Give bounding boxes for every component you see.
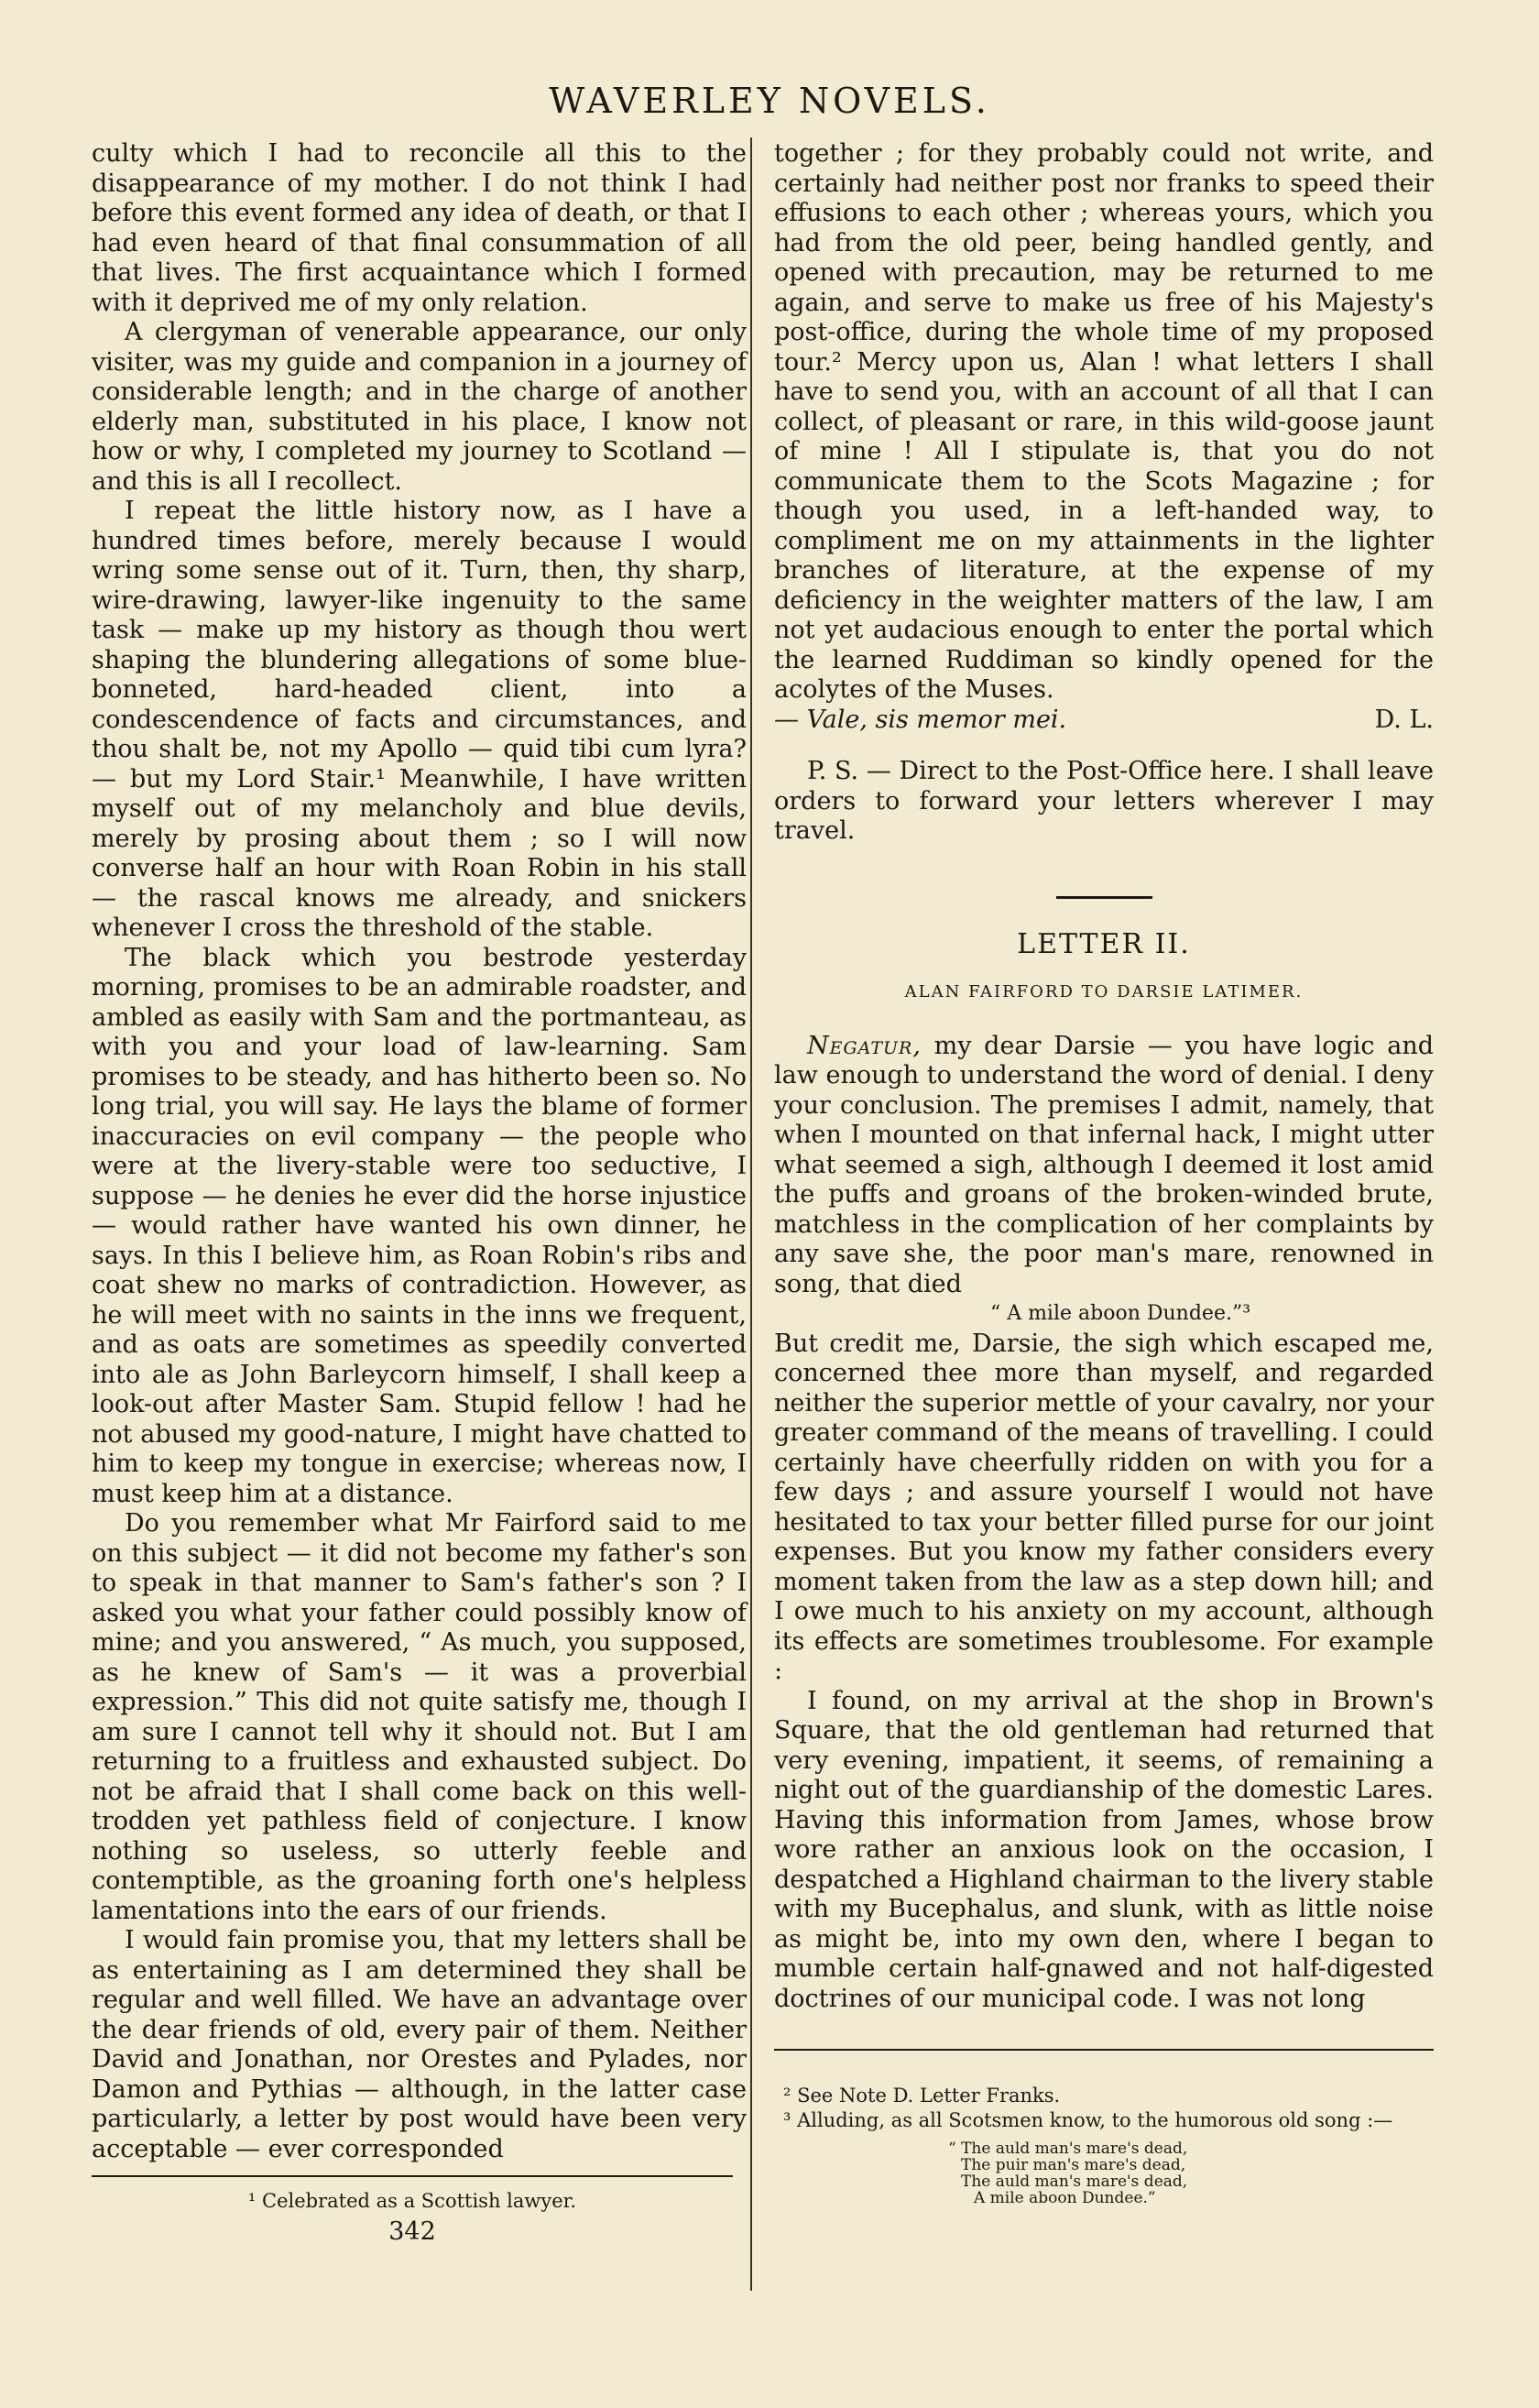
verse	[948, 2140, 1424, 2206]
footnote: ¹ Celebrated as a Scottish lawyer.	[247, 2190, 577, 2212]
verse-line: “ The auld man's mare's dead,	[948, 2140, 1188, 2158]
running-title: WAVERLEY NOVELS.	[549, 81, 990, 121]
paragraph: Do you remember what Mr Fairford said to me on this subject — it did not become my father's son to speak in that manner to Sam's father's son ? I asked you what your father could possibly know of mine; and you answered, “ As much, you supposed, as he knew of Sam's — it was a proverbial expression.” This did not quite satisfy me, though I am sure I cannot tell why it should not. But I am returning to a fruitless and exhausted subject. Do not be afraid that I shall come back on this well-trodden yet pathless field of conjecture. I know nothing so useless, so utterly feeble and contemptible, as the groaning forth one's helpless lamentations into the ears of our friends.	[92, 1509, 747, 1925]
footnotes	[783, 2084, 1424, 2206]
initials: D. L.	[1374, 705, 1434, 734]
footnote-rule	[92, 2175, 733, 2177]
left-column	[92, 139, 747, 2164]
page-number: 342	[388, 2217, 436, 2246]
right-column	[774, 139, 1434, 2014]
footnote-rule	[774, 2049, 1434, 2051]
paragraph: I repeat the little history now, as I have a hundred times before, merely because I would wring some sense out of it. Turn, then, thy sharp, wire-drawing, lawyer-like ingenuity to the same task — make up my history as though thou wert shaping the blundering allegations of some blue-bonneted, hard-headed client, into a condescendence of facts and circumstances, and thou shalt be, not my Apollo — quid tibi cum lyra? — but my Lord Stair.¹ Meanwhile, I have written myself out of my melancholy and blue devils, merely by prosing about them ; so I will now converse half an hour with Roan Robin in his stall — the rascal knows me already, and snickers whenever I cross the threshold of the stable.	[92, 497, 747, 942]
paragraph: The black which you bestrode yesterday morning, promises to be an admirable roadster, and ambled as easily with Sam and the portmanteau, as with you and your load of law-learning. Sam promises to be steady, and has hitherto been so. No long trial, you will say. He lays the blame of former inaccuracies on evil company — the people who were at the livery-stable were too seductive, I suppose — he denies he ever did the horse injustice — would rather have wanted his own dinner, he says. In this I believe him, as Roan Robin's ribs and coat shew no marks of contradiction. However, as he will meet with no saints in the inns we frequent, and as oats are sometimes as speedily converted into ale as John Barleycorn himself, I shall keep a look-out after Master Sam. Stupid fellow ! had he not abused my good-nature, I might have chatted to him to keep my tongue in exercise; whereas now, I must keep him at a distance.	[92, 943, 747, 1508]
valediction: — Vale, sis memor mei.	[774, 705, 1067, 734]
signature-line	[774, 706, 1434, 736]
section-rule	[1056, 896, 1152, 899]
opening-word: Negatur,	[807, 1031, 922, 1060]
paragraph: culty which I had to reconcile all this to the disappearance of my mother. I do not think I had before this event formed any idea of death, or that I had even heard of that final consummation of all that lives. The first acquaintance which I formed with it deprived me of my only relation.	[92, 139, 747, 317]
opening-text: my dear Darsie — you have logic and law enough to understand the word of denial. I deny your conclusion. The premises I admit, namely, that when I mounted on that infernal hack, I might utter what seemed a sigh, although I deemed it lost amid the puffs and groans of the broken-winded brute, matchless in the complication of her complaints by any save she, the poor man's mare, renowned in song, that died	[774, 1031, 1434, 1298]
paragraph: A clergyman of venerable appearance, our only visiter, was my guide and companion in a journey of considerable length; and in the charge of another elderly man, substituted in his place, I know not how or why, I completed my journey to Scotland — and this is all I recollect.	[92, 318, 747, 496]
footnote: ³ Alluding, as all Scotsmen know, to the humorous old song :—	[783, 2109, 1393, 2131]
verse-line: A mile aboon Dundee.”	[974, 2189, 1156, 2207]
verse-line: The auld man's mare's dead,	[961, 2173, 1188, 2191]
footnote: ² See Note D. Letter Franks.	[783, 2085, 1061, 2107]
letter-title: LETTER II.	[1017, 927, 1191, 960]
paragraph: But credit me, Darsie, the sigh which escaped me, concerned thee more than myself, and regarded neither the superior mettle of your cavalry, nor your greater command of the means of travelling. I could certainly have cheerfully ridden on with you for a few days ; and assure yourself I would not have hesitated to tax your better filled purse for our joint expenses. But you know my father considers every moment taken from the law as a step down hill; and I owe much to his anxiety on my account, although its effects are sometimes troublesome. For example :	[774, 1329, 1434, 1685]
paragraph: together ; for they probably could not write, and certainly had neither post nor franks to speed their effusions to each other ; whereas yours, which you had from the old peer, being handled gently, and opened with precaution, may be returned to me again, and serve to make us free of his Majesty's post-office, during the whole time of my proposed tour.² Mercy upon us, Alan ! what letters I shall have to send you, with an account of all that I can collect, of pleasant or rare, in this wild-goose jaunt of mine ! All I stipulate is, that you do not communicate them to the Scots Magazine ; for though you used, in a left-handed way, to compliment me on my attainments in the lighter branches of literature, at the expense of my deficiency in the weighter matters of the law, I am not yet audacious enough to enter the portal which the learned Ruddiman so kindly opened for the acolytes of the Muses.	[774, 139, 1434, 704]
paragraph	[774, 1032, 1434, 1300]
paragraph: I found, on my arrival at the shop in Brown's Square, that the old gentleman had returned that very evening, impatient, it seems, of remaining a night out of the guardianship of the domestic Lares. Having this information from James, whose brow wore rather an anxious look on the occasion, I despatched a Highland chairman to the livery stable with my Bucephalus, and slunk, with as little noise as might be, into my own den, where I began to mumble certain half-gnawed and not half-digested doctrines of our municipal code. I was not long	[774, 1686, 1434, 2013]
quoted-line: “ A mile aboon Dundee.”³	[989, 1302, 1251, 1325]
letter-subtitle: ALAN FAIRFORD TO DARSIE LATIMER.	[904, 982, 1304, 1002]
column-divider	[750, 137, 752, 2291]
postscript: P. S. — Direct to the Post-Office here. I shall leave orders to forward your letters wherever I may travel.	[774, 757, 1434, 845]
paragraph: I would fain promise you, that my letters shall be as entertaining as I am determined they shall be regular and well filled. We have an advantage over the dear friends of old, every pair of them. Neither David and Jonathan, nor Orestes and Pylades, nor Damon and Pythias — although, in the latter case particularly, a letter by post would have been very acceptable — ever corresponded	[92, 1926, 747, 2163]
verse-line: The puir man's mare's dead,	[961, 2156, 1186, 2174]
